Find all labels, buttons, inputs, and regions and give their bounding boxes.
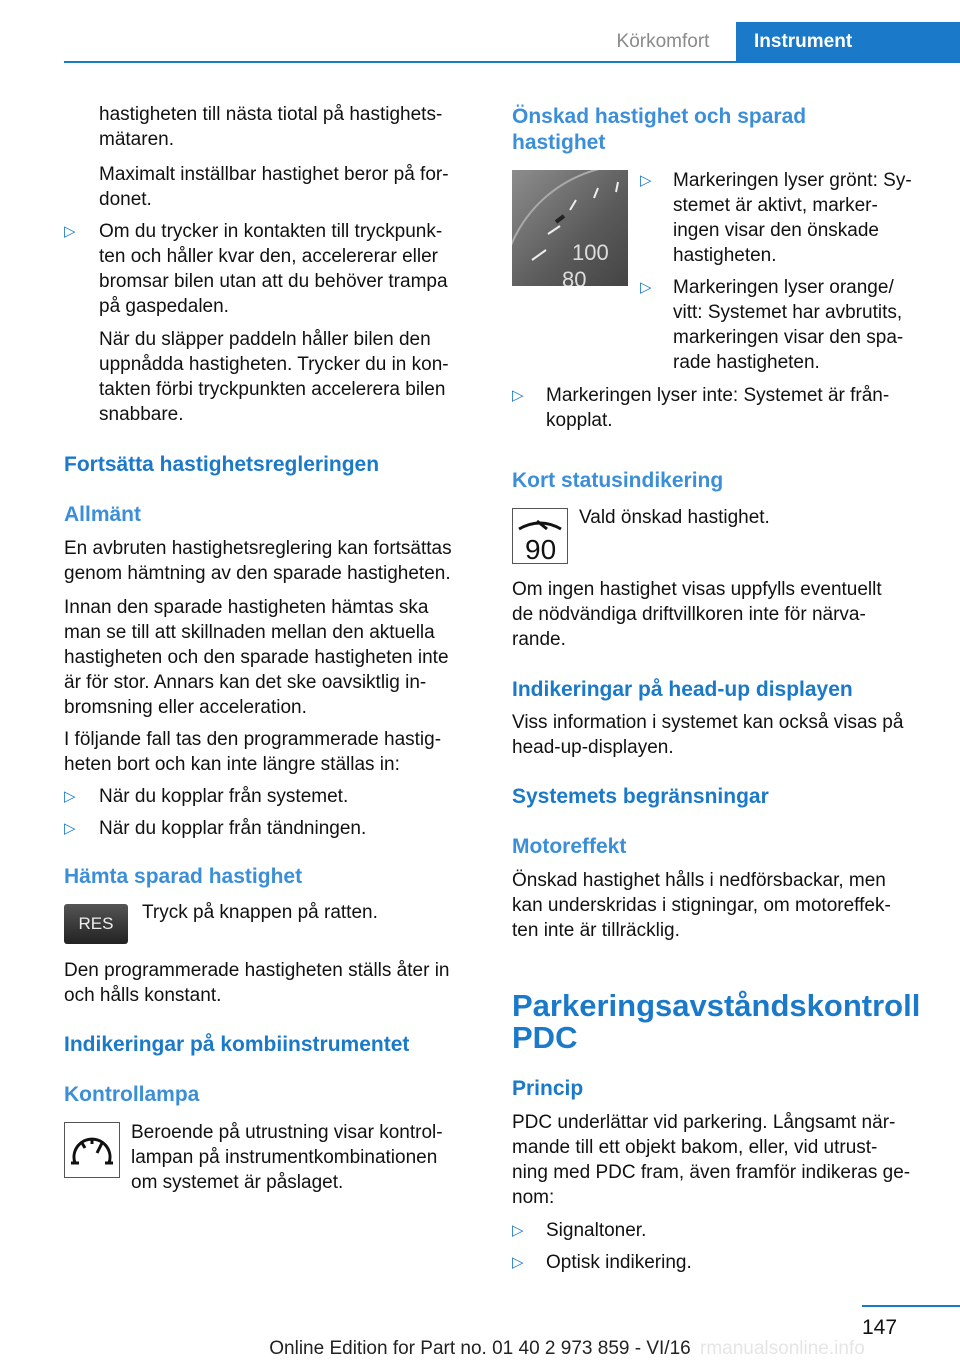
heading-hamta: Hämta sparad hastighet xyxy=(64,865,303,888)
left-para-2: Maximalt inställbar hastighet beror på for- donet. xyxy=(99,164,449,210)
footer-edition: Online Edition for Part no. 01 40 2 973 859 - VI/16 xyxy=(269,1338,691,1359)
status-text: Vald önskad hastighet. xyxy=(579,507,770,528)
heading-kort-status: Kort statusindikering xyxy=(512,469,724,492)
right-bullet-1: Markeringen lyser grönt: Sy- stemet är aktivt, marker- ingen visar den önskade hastigheten. xyxy=(673,170,912,266)
heading-headup: Indikeringar på head-up displayen xyxy=(512,678,853,701)
tab-instrument[interactable]: Instrument xyxy=(736,22,960,62)
bullet-icon: ▷ xyxy=(640,172,652,189)
bullet-icon: ▷ xyxy=(512,387,524,404)
right-para-1: Om ingen hastighet visas uppfylls eventuellt de nödvändiga driftvillkoren inte för närva- rande. xyxy=(512,579,882,650)
heading-begransningar: Systemets begränsningar xyxy=(512,785,769,808)
left-para-3: När du släpper paddeln håller bilen den uppnådda hastigheten. Trycker du in kon- takten förbi tryckpunkten accelerera bilen snabbare. xyxy=(99,329,449,425)
left-bullet-1: Om du trycker in kontakten till tryckpunk- ten och håller kvar den, accelererar eller bromsar bilen utan att du behöver trampa på gaspedalen. xyxy=(99,221,448,317)
res-button-icon: RES xyxy=(64,904,128,944)
bullet-icon: ▷ xyxy=(64,788,76,805)
heading-onskad: Önskad hastighet och sparad hastighet xyxy=(512,105,807,154)
bullet-icon: ▷ xyxy=(64,820,76,837)
right-para-2: Viss information i systemet kan också visas på head-up-displayen. xyxy=(512,712,904,758)
right-bullet-3: Markeringen lyser inte: Systemet är från- kopplat. xyxy=(546,385,890,431)
heading-princip: Princip xyxy=(512,1077,584,1100)
res-text: Tryck på knappen på ratten. xyxy=(142,902,378,923)
speedometer-image xyxy=(512,170,628,286)
bullet-icon: ▷ xyxy=(512,1254,524,1271)
tab-korkomfort[interactable]: Körkomfort xyxy=(616,31,710,52)
right-para-4: PDC underlättar vid parkering. Långsamt när- mande till ett objekt bakom, eller, vid utrust- ning med PDC fram, även framför indikeras ge- nom: xyxy=(512,1112,911,1208)
bullet-icon: ▷ xyxy=(64,223,76,240)
heading-allmant: Allmänt xyxy=(64,503,142,526)
heading-motoreffekt: Motoreffekt xyxy=(512,835,627,858)
heading-fortsatta: Fortsätta hastighetsregleringen xyxy=(64,453,380,476)
gauge-number-80: 80 xyxy=(562,267,587,286)
left-bullet-3: När du kopplar från tändningen. xyxy=(99,818,367,839)
right-bullet-4: Signaltoner. xyxy=(546,1220,647,1241)
heading-kontrollampa: Kontrollampa xyxy=(64,1083,200,1106)
page-number: 147 xyxy=(862,1316,898,1339)
left-para-7: Den programmerade hastigheten ställs åter in och hålls konstant. xyxy=(64,960,450,1006)
gauge-number-100: 100 xyxy=(572,240,609,265)
heading-indik-kombi: Indikeringar på kombiinstrumentet xyxy=(64,1033,410,1056)
left-para-4: En avbruten hastighetsreglering kan fortsättas genom hämtning av den sparade hastigheten. xyxy=(64,538,452,584)
status-number: 90 xyxy=(525,534,557,563)
footer-watermark: rmanualsonline.info xyxy=(700,1338,865,1359)
right-bullet-5: Optisk indikering. xyxy=(546,1252,692,1273)
footer-rule xyxy=(862,1305,960,1307)
header-rule xyxy=(64,61,960,63)
left-para-1: hastigheten till nästa tiotal på hastighets- mätaren. xyxy=(99,104,443,150)
bullet-icon: ▷ xyxy=(512,1222,524,1239)
heading-pdc: Parkeringsavståndskontroll PDC xyxy=(512,988,921,1055)
cruise-control-lamp-icon xyxy=(64,1122,120,1178)
status-speed-icon xyxy=(512,508,568,564)
right-para-3: Önskad hastighet hålls i nedförsbackar, men kan underskridas i stigningar, om motoreffek- ten inte är tillräcklig. xyxy=(512,870,891,941)
left-para-5: Innan den sparade hastigheten hämtas ska man se till att skillnaden mellan den aktuella hastigheten och den sparade hastigheten inte är för stor. Annars kan det ske oavsiktlig in- bromsning eller acceleration. xyxy=(64,597,449,718)
left-bullet-2: När du kopplar från systemet. xyxy=(99,786,349,807)
bullet-icon: ▷ xyxy=(640,279,652,296)
left-para-6: I följande fall tas den programmerade hastig- heten bort och kan inte längre ställas in: xyxy=(64,729,442,775)
right-bullet-2: Markeringen lyser orange/ vitt: Systemet har avbrutits, markeringen visar den spa- rade hastigheten. xyxy=(673,277,904,373)
left-para-8: Beroende på utrustning visar kontrol- lampan på instrumentkombinationen om systemet är påslaget. xyxy=(131,1122,443,1193)
